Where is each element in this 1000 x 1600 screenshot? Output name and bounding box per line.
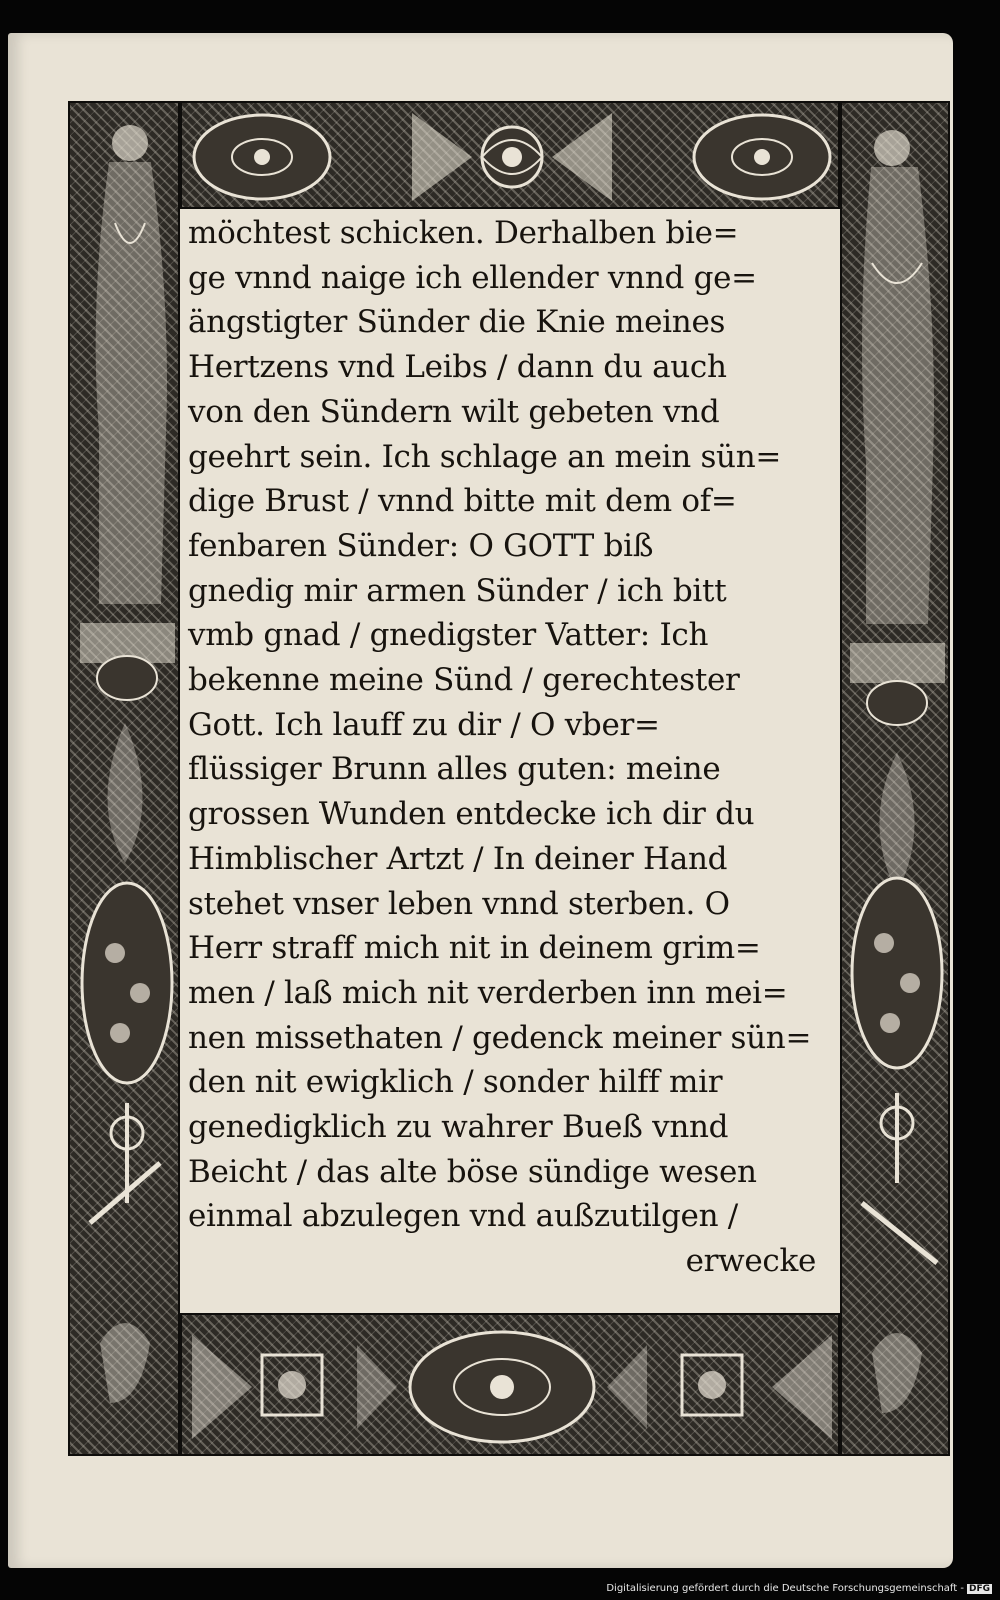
text-line: flüssiger Brunn alles guten: meine xyxy=(188,751,721,788)
text-line: fenbaren Sünder: O GOTT biß xyxy=(188,527,654,564)
text-line: Gott. Ich lauff zu dir / O vber= xyxy=(188,706,660,743)
right-ornament-panel xyxy=(840,101,950,1456)
text-line: gnedig mir armen Sünder / ich bitt xyxy=(188,572,727,609)
text-line: men / laß mich nit verderben inn mei= xyxy=(188,974,788,1011)
digitization-credit-text: Digitalisierung gefördert durch die Deutsche Forschungsgemeinschaft - xyxy=(606,1583,964,1594)
text-line: nen missethaten / gedenck meiner sün= xyxy=(188,1019,812,1056)
text-line: vmb gnad / gnedigster Vatter: Ich xyxy=(188,617,709,654)
text-line: bekenne meine Sünd / gerechtester xyxy=(188,662,740,699)
text-line: von den Sündern wilt gebeten vnd xyxy=(188,393,720,430)
text-line: Beicht / das alte böse sündige wesen xyxy=(188,1153,757,1190)
text-line: Herr straff mich nit in deinem grim= xyxy=(188,930,761,967)
text-line: ängstigter Sünder die Knie meines xyxy=(188,304,726,341)
left-ornament-panel xyxy=(68,101,180,1456)
text-block xyxy=(188,211,838,1301)
top-ornament-panel xyxy=(180,101,840,209)
book-page xyxy=(8,33,953,1568)
text-line: dige Brust / vnnd bitte mit dem of= xyxy=(188,483,737,520)
digitization-credit xyxy=(606,1583,992,1594)
text-line: einmal abzulegen vnd außzutilgen / xyxy=(188,1198,738,1235)
dfg-logo: DFG xyxy=(968,1584,990,1594)
catchword: erwecke xyxy=(685,1243,816,1280)
top-ornament-icon xyxy=(182,103,840,209)
bottom-ornament-icon xyxy=(182,1315,840,1456)
text-line: den nit ewigklich / sonder hilff mir xyxy=(188,1064,723,1101)
text-line: Hertzens vnd Leibs / dann du auch xyxy=(188,349,727,386)
text-line: ge vnnd naige ich ellender vnnd ge= xyxy=(188,259,757,296)
text-line: grossen Wunden entdecke ich dir du xyxy=(188,796,755,833)
text-line: genedigklich zu wahrer Bueß vnnd xyxy=(188,1109,729,1146)
text-line: geehrt sein. Ich schlage an mein sün= xyxy=(188,438,782,475)
text-line: Himblischer Artzt / In deiner Hand xyxy=(188,840,728,877)
right-figure-ornament-icon xyxy=(842,103,950,1456)
text-line: stehet vnser leben vnnd sterben. O xyxy=(188,885,730,922)
bottom-ornament-panel xyxy=(180,1313,840,1456)
text-line: möchtest schicken. Derhalben bie= xyxy=(188,215,739,251)
left-figure-ornament-icon xyxy=(70,103,180,1456)
